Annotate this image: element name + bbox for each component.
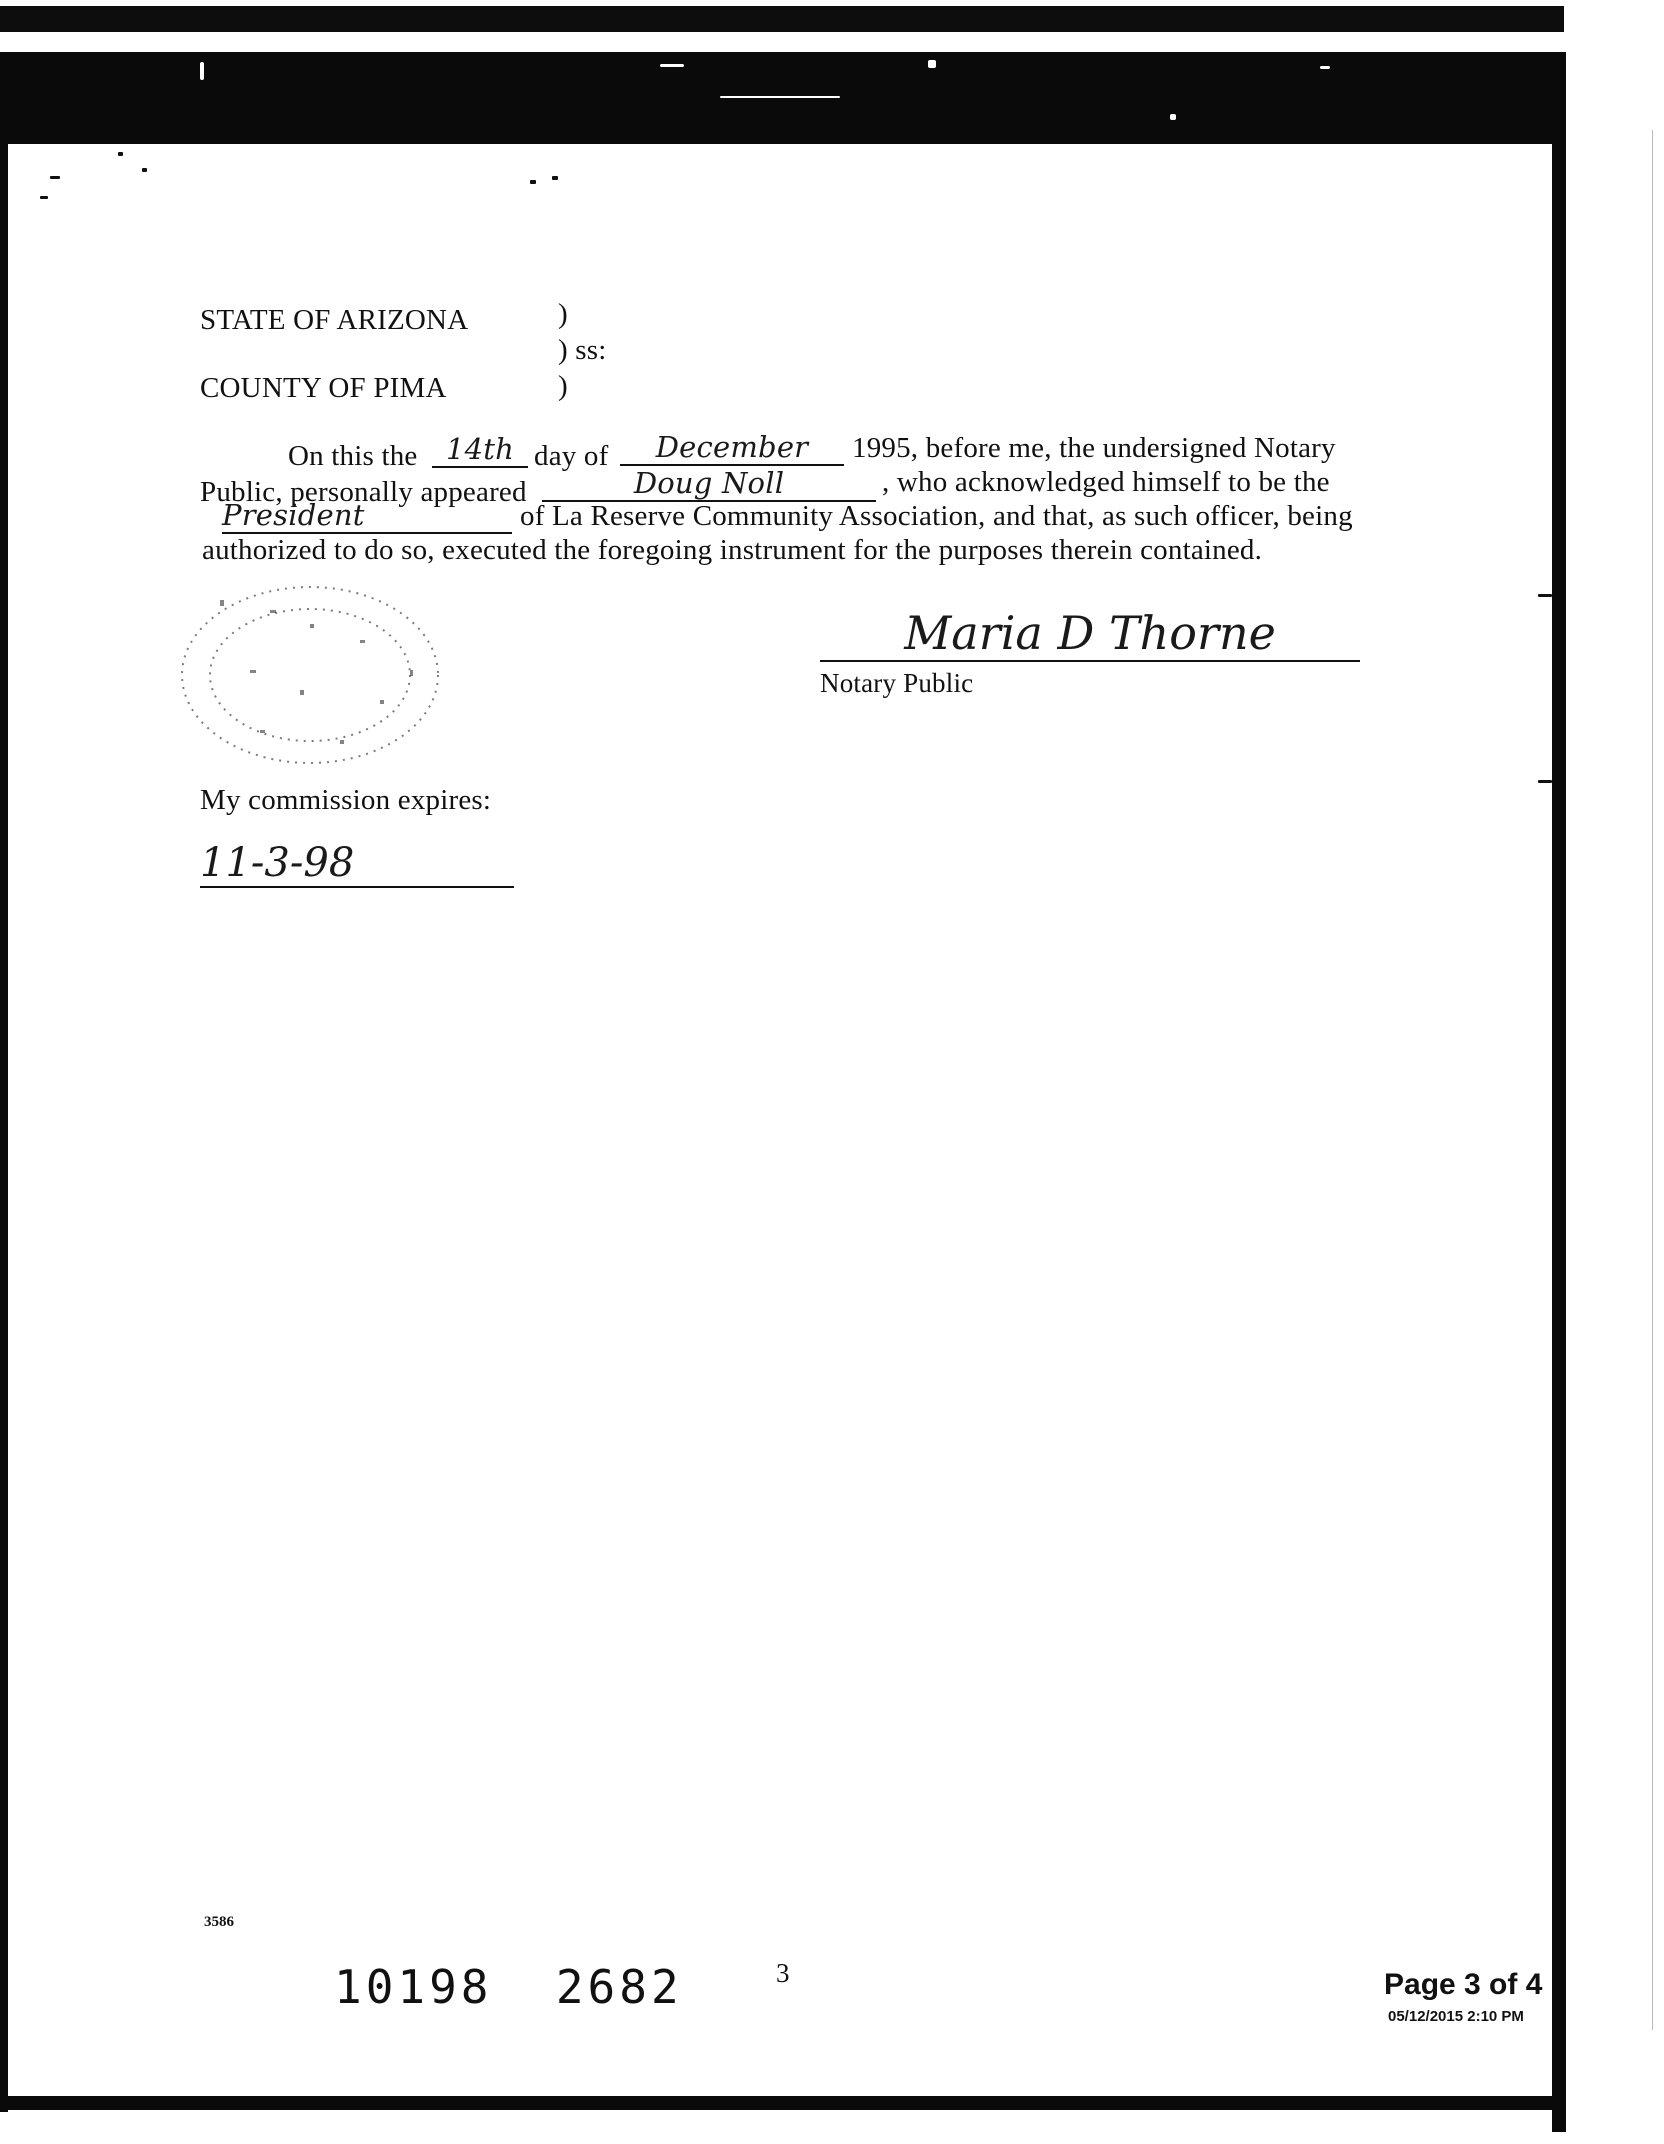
scan-speck (1320, 66, 1330, 69)
notary-seal (160, 580, 480, 780)
scan-speck (118, 152, 123, 156)
handwritten-person: Doug Noll (542, 466, 876, 502)
page-edge-line (1652, 130, 1653, 2030)
ack-line1-rest: 1995, before me, the undersigned Notary (852, 432, 1336, 464)
scan-speck (50, 176, 60, 179)
recording-number: 10198 2682 (334, 1960, 683, 2014)
scan-speck (720, 96, 840, 98)
page-number: 3 (776, 1958, 790, 1988)
handwritten-commission-date: 11-3-98 (200, 840, 514, 888)
scan-speck (660, 64, 684, 67)
notary-public-label: Notary Public (820, 668, 974, 698)
scan-speck (1538, 594, 1552, 597)
commission-label: My commission expires: (200, 784, 492, 816)
county-label: COUNTY OF PIMA (200, 372, 447, 404)
ack-line3-end: of La Reserve Community Association, and that, as such officer, being (520, 500, 1353, 532)
scan-speck (200, 62, 204, 80)
notary-signature: Maria D Thorne (820, 606, 1360, 662)
venue-bracket: ) (558, 298, 568, 330)
page-of-indicator: Page 3 of 4 (1384, 1968, 1543, 2001)
scan-speck (1170, 114, 1176, 120)
ack-on-this: On this the (288, 440, 418, 472)
scan-border-right (1552, 52, 1566, 2132)
scan-speck (40, 196, 48, 199)
scan-border-top (0, 6, 1564, 32)
scan-border-left (0, 52, 8, 2112)
venue-ss: ) ss: (558, 334, 607, 366)
scan-header-band (4, 52, 1564, 144)
scan-speck (552, 176, 558, 180)
scan-speck (530, 180, 536, 184)
handwritten-month: December (620, 430, 844, 466)
document-code: 3586 (204, 1914, 234, 1930)
venue-bracket: ) (558, 370, 568, 402)
scan-border-bottom (0, 2096, 1566, 2110)
ack-day-of: day of (534, 440, 609, 472)
ack-line4: authorized to do so, executed the foregoing instrument for the purposes therein contained. (202, 534, 1263, 566)
handwritten-day: 14th (432, 432, 528, 468)
scan-speck (928, 60, 936, 68)
state-label: STATE OF ARIZONA (200, 304, 469, 336)
scan-speck (142, 168, 147, 172)
ack-line2-end: , who acknowledged himself to be the (882, 466, 1330, 498)
ack-line2-start: Public, personally appeared (200, 476, 527, 508)
print-timestamp: 05/12/2015 2:10 PM (1388, 2008, 1524, 2025)
scan-speck (1538, 780, 1552, 783)
handwritten-title: President (222, 498, 512, 534)
